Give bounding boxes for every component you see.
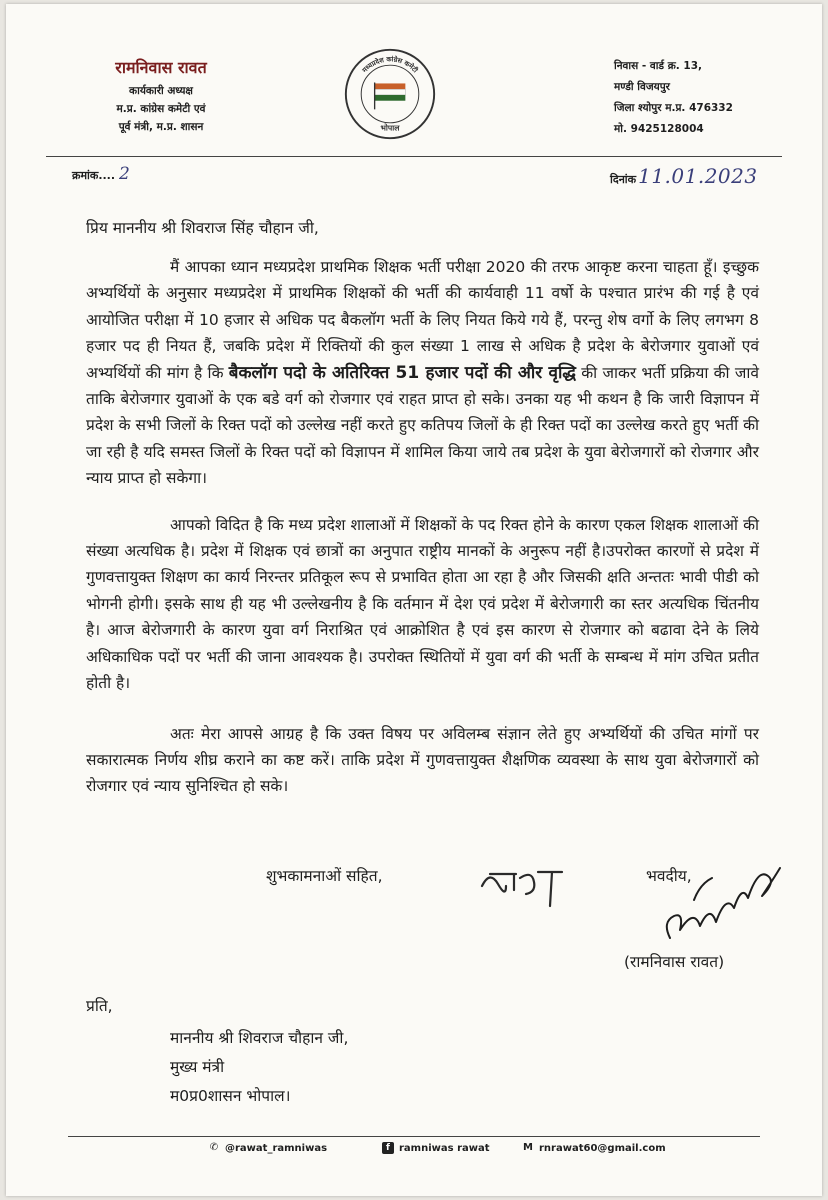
header-divider: [46, 156, 782, 157]
regards: भवदीय,: [646, 867, 692, 885]
letter-date: [610, 164, 758, 188]
seal-top-text: मध्यप्रदेश कांग्रेस कमेटी: [360, 55, 420, 75]
phone-number: मो. 9425128004: [614, 123, 704, 135]
to-label: प्रति,: [86, 997, 113, 1015]
seal-bottom-text: भोपाल: [380, 123, 400, 133]
sender-title: कार्यकारी अध्यक्ष: [129, 85, 193, 97]
address-line-3: जिला श्योपुर म.प्र. 476332: [614, 102, 733, 114]
footer-twitter: [208, 1142, 327, 1154]
footer-divider: [68, 1136, 760, 1137]
reference-label: क्रमांक: [72, 169, 99, 182]
address-line-1: निवास - वार्ड क्र. 13,: [614, 60, 703, 72]
body-paragraph-1: मैं आपका ध्यान मध्यप्रदेश प्राथमिक शिक्षक भर्ती परीक्षा 2020 की तरफ आकृष्ट करना चाहता हूँ। इच्छुक अभ्यर्थियों के अनुसार मध्यप्रदेश में प्राथमिक शिक्षकों की भर्ती की कार्यवाही 11 वर्षो के पश्चात प्रारंभ की गई है एवं आयोजित परीक्षा में 10 हजार से अधिक पद बैकलॉग भर्ती के लिए नियत किये गये हैं, परन्तु शेष वर्गो के लिए लगभग 8 हजार पद ही नियत हैं, जबकि प्रदेश में रिक्तियों की कुल संख्या 1 लाख से अधिक है प्रदेश के बेरोजगार युवाओं एवं अभ्यर्थियों की मांग है कि बैकलॉग पदो के अतिरिक्त 51 हजार पदों की और वृद्धि की जाकर भर्ती प्रक्रिया की जावे ताकि बेरोजगार युवाओं के एक बडे वर्ग को रोजगार एवं राहत प्राप्त हो सके। उनका यह भी कथन है कि जारी विज्ञापन में प्रदेश के सभी जिलों के रिक्त पदों को उल्लेख नहीं करते हुए कतिपय जिलों के ही रिक्त पदों का उल्लेख करते हुए भर्ती की जा रही है यदि समस्त जिलों के रिक्त पदों को विज्ञापन में शामिल किया जाये तब प्रदेश के युवा बेरोजगारों को रोजगार और न्याय प्राप्त हो सकेगा।: [86, 258, 759, 488]
email-address: rnrawat60@gmail.com: [539, 1142, 666, 1154]
closing-greeting: शुभकामनाओं सहित,: [266, 867, 383, 885]
twitter-handle: @rawat_ramniwas: [225, 1142, 328, 1154]
signature: [634, 838, 784, 948]
date-value: 11.01.2023: [638, 164, 758, 188]
sender-name: रामनिवास रावत: [115, 58, 207, 77]
letterhead-left: [86, 56, 236, 134]
facebook-name: ramniwas rawat: [399, 1142, 490, 1154]
signatory-name: (रामनिवास रावत): [624, 953, 725, 971]
congress-seal-icon: [342, 46, 438, 142]
handwritten-sadar: [476, 856, 566, 908]
sender-former-post: पूर्व मंत्री, म.प्र. शासन: [118, 121, 204, 133]
reference-value: 2: [119, 164, 130, 184]
footer-email: [522, 1142, 666, 1154]
recipient-address: [170, 1024, 348, 1111]
svg-text:मध्यप्रदेश कांग्रेस कमेटी: [360, 54, 420, 75]
date-label: दिनांक: [610, 173, 637, 186]
letter-body: [86, 254, 759, 824]
body-paragraph-2: आपको विदित है कि मध्य प्रदेश शालाओं में शिक्षकों के पद रिक्त होने के कारण एकल शिक्षक शालाओं की संख्या अत्यधिक है। प्रदेश में शिक्षक एवं छात्रों का अनुपात राष्ट्रीय मानकों के अनुरूप नहीं है।उपरोक्त कारणों से प्रदेश में गुणवत्तायुक्त शिक्षण का कार्य निरन्तर प्रतिकूल रूप से प्रभावित होता आ रहा है और जिसकी क्षति अन्ततः भावी पीडी को भोगनी होगी। इसके साथ ही यह भी उल्लेखनीय है कि वर्तमान में देश एवं प्रदेश में बेरोजगारी का स्तर अत्यधिक चिंतनीय है। आज बेरोजगारी के कारण युवा वर्ग निराश्रित एवं आक्रोशित है एवं इस कारण से रोजगार को बढावा देने के लिये अधिकाधिक पदों पर भर्ती की जाना आवश्यक है। उपरोक्त स्थितियों में युवा वर्ग की भर्ती के सम्बन्ध में मांग उचित प्रतीत होती है।: [86, 515, 759, 693]
address-line-2: मण्डी विजयपुर: [614, 81, 670, 93]
sender-organisation: म.प्र. कांग्रेस कमेटी एवं: [116, 103, 206, 115]
twitter-icon: ✆: [209, 1142, 219, 1153]
letterhead-address: [614, 56, 784, 140]
recipient-name: माननीय श्री शिवराज चौहान जी,: [170, 1029, 349, 1047]
facebook-icon: f: [382, 1142, 394, 1154]
recipient-designation: मुख्य मंत्री: [170, 1058, 225, 1076]
footer-facebook: [382, 1142, 490, 1154]
recipient-office: म0प्र0शासन भोपाल।: [170, 1087, 291, 1105]
body-paragraph-3: अतः मेरा आपसे आग्रह है कि उक्त विषय पर अविलम्ब संज्ञान लेते हुए अभ्यर्थियों की उचित मांगों पर सकारात्मक निर्णय शीघ्र कराने का कष्ट करें। ताकि प्रदेश में गुणवत्तायुक्त शैक्षणिक व्यवस्था के साथ युवा बेरोजगारों को रोजगार एवं न्याय सुनिश्चित हो सके।: [86, 724, 759, 796]
letter-page: [6, 4, 822, 1196]
highlighted-demand: बैकलॉग पदो के अतिरिक्त 51 हजार पदों की और वृद्धि: [228, 362, 576, 383]
mail-icon: M: [523, 1142, 533, 1153]
reference-number: क्रमांक.... 2: [72, 164, 130, 184]
salutation: प्रिय माननीय श्री शिवराज सिंह चौहान जी,: [86, 219, 319, 237]
